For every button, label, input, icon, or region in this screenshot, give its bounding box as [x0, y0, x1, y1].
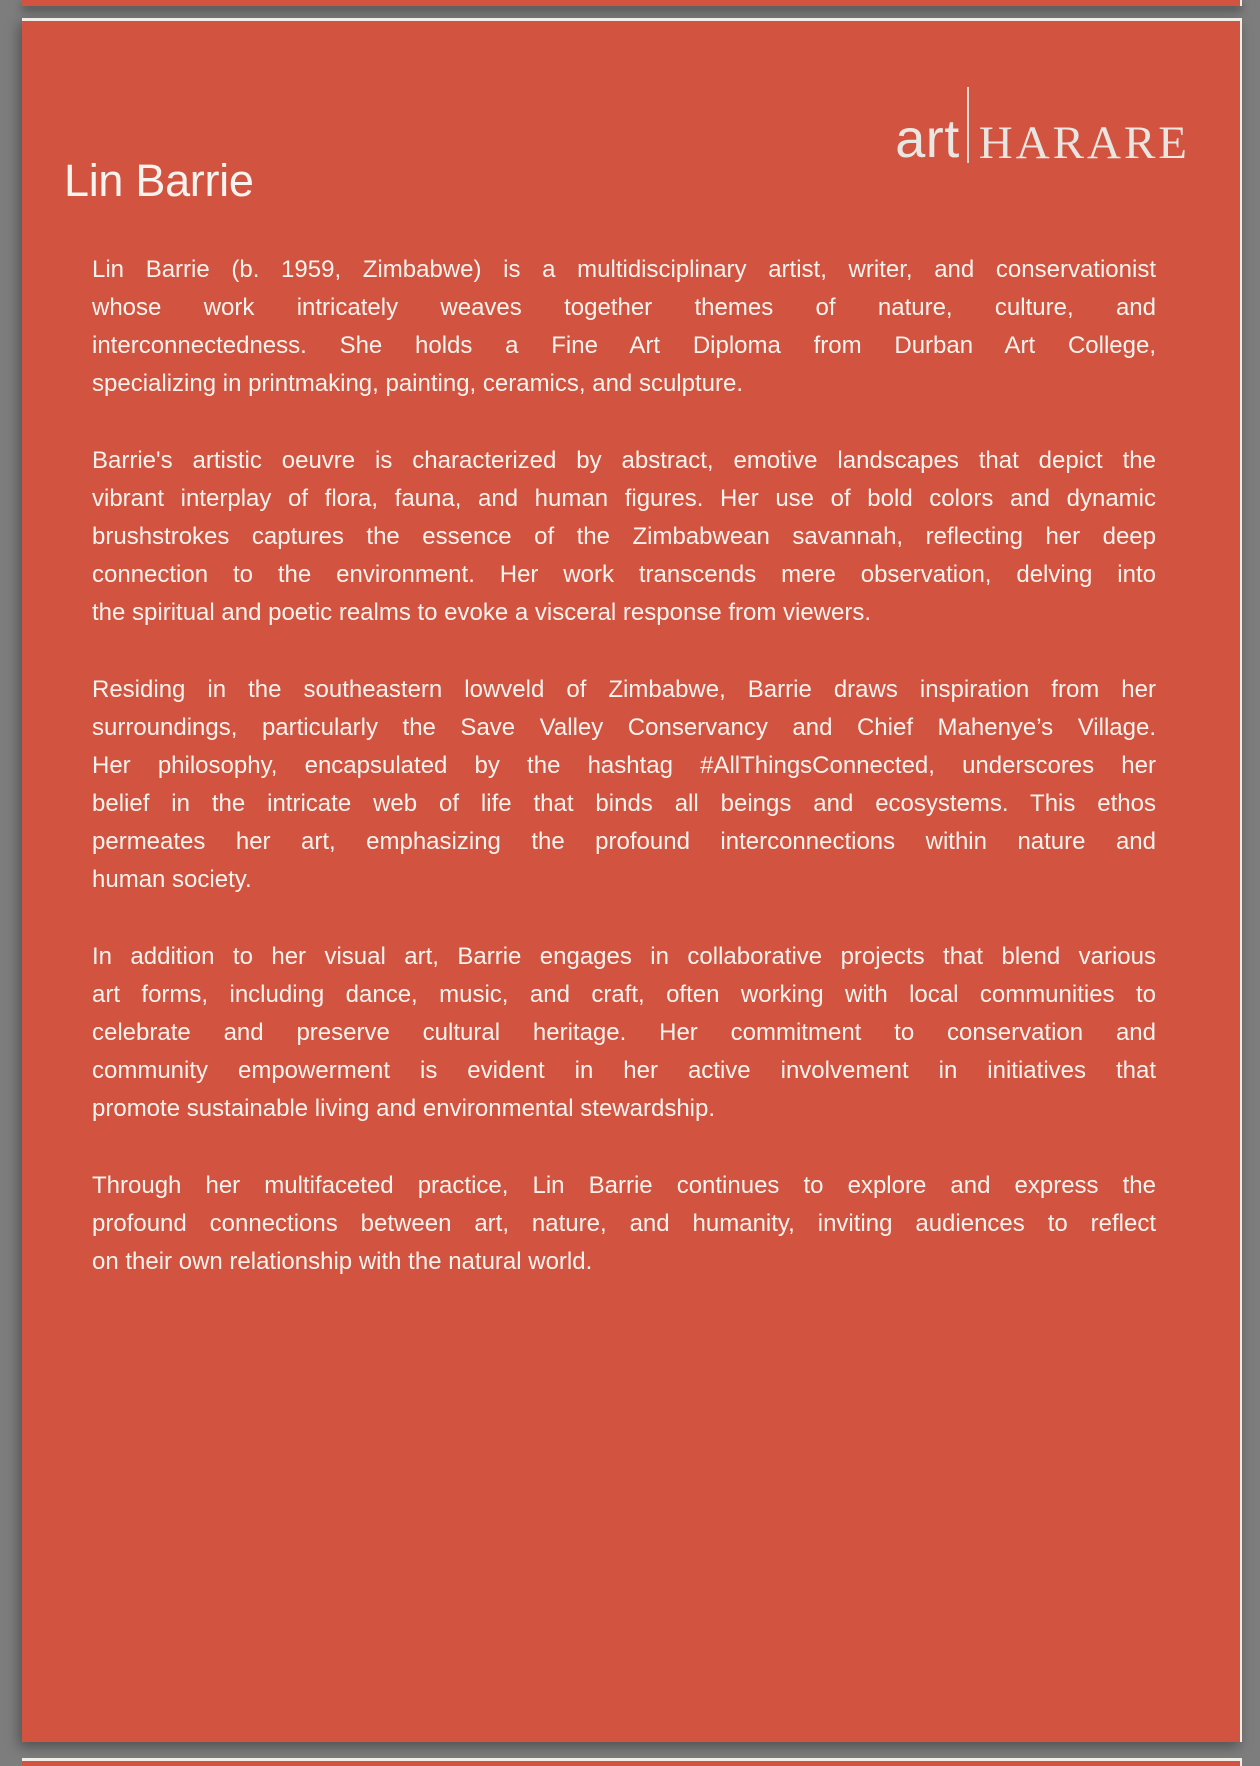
bio-line: community empowerment is evident in her active involvement in initiatives that [92, 1057, 1156, 1084]
bio-line: Barrie's artistic oeuvre is characterized by abstract, emotive landscapes that depict the [92, 447, 1156, 474]
bio-line: promote sustainable living and environmental stewardship. [92, 1095, 716, 1122]
bio-line: connection to the environment. Her work transcends mere observation, delving into [92, 561, 1156, 588]
next-page-top-edge [22, 1758, 1242, 1766]
bio-line: human society. [92, 866, 252, 893]
bio-line: vibrant interplay of flora, fauna, and human figures. Her use of bold colors and dynamic [92, 485, 1156, 512]
bio-paragraph [92, 442, 1156, 632]
bio-paragraph [92, 251, 1156, 403]
bio-line: Through her multifaceted practice, Lin Barrie continues to explore and express the [92, 1172, 1156, 1199]
bio-line: profound connections between art, nature, and humanity, inviting audiences to reflect [92, 1210, 1156, 1237]
document-page [22, 18, 1242, 1742]
bio-line: interconnectedness. She holds a Fine Art Diploma from Durban Art College, [92, 332, 1156, 359]
logo-harare-text: HARARE [978, 116, 1190, 169]
bio-line: surroundings, particularly the Save Valley Conservancy and Chief Mahenye’s Village. [92, 714, 1156, 741]
bio-paragraph [92, 938, 1156, 1128]
previous-page-bottom-edge [22, 0, 1242, 6]
logo-art-text: art [895, 108, 960, 169]
bio-line: brushstrokes captures the essence of the Zimbabwean savannah, reflecting her deep [92, 523, 1156, 550]
bio-line: celebrate and preserve cultural heritage. Her commitment to conservation and [92, 1019, 1156, 1046]
bio-line: permeates her art, emphasizing the profound interconnections within nature and [92, 828, 1156, 855]
bio-line: specializing in printmaking, painting, ceramics, and sculpture. [92, 370, 743, 397]
bio-line: belief in the intricate web of life that binds all beings and ecosystems. This ethos [92, 790, 1156, 817]
bio-line: Her philosophy, encapsulated by the hashtag #AllThingsConnected, underscores her [92, 752, 1156, 779]
logo-divider-bar [967, 87, 969, 163]
biography-text [92, 251, 1156, 1320]
page-title: Lin Barrie [64, 155, 254, 206]
bio-line: the spiritual and poetic realms to evoke a visceral response from viewers. [92, 599, 872, 626]
bio-line: Lin Barrie (b. 1959, Zimbabwe) is a multidisciplinary artist, writer, and conservationist [92, 256, 1156, 283]
bio-line: Residing in the southeastern lowveld of Zimbabwe, Barrie draws inspiration from her [92, 676, 1156, 703]
bio-line: In addition to her visual art, Barrie engages in collaborative projects that blend various [92, 943, 1156, 970]
bio-paragraph [92, 671, 1156, 899]
art-harare-logo [895, 87, 1190, 169]
bio-line: on their own relationship with the natural world. [92, 1248, 593, 1275]
bio-paragraph [92, 1167, 1156, 1281]
bio-line: art forms, including dance, music, and craft, often working with local communities to [92, 981, 1156, 1008]
bio-line: whose work intricately weaves together themes of nature, culture, and [92, 294, 1156, 321]
